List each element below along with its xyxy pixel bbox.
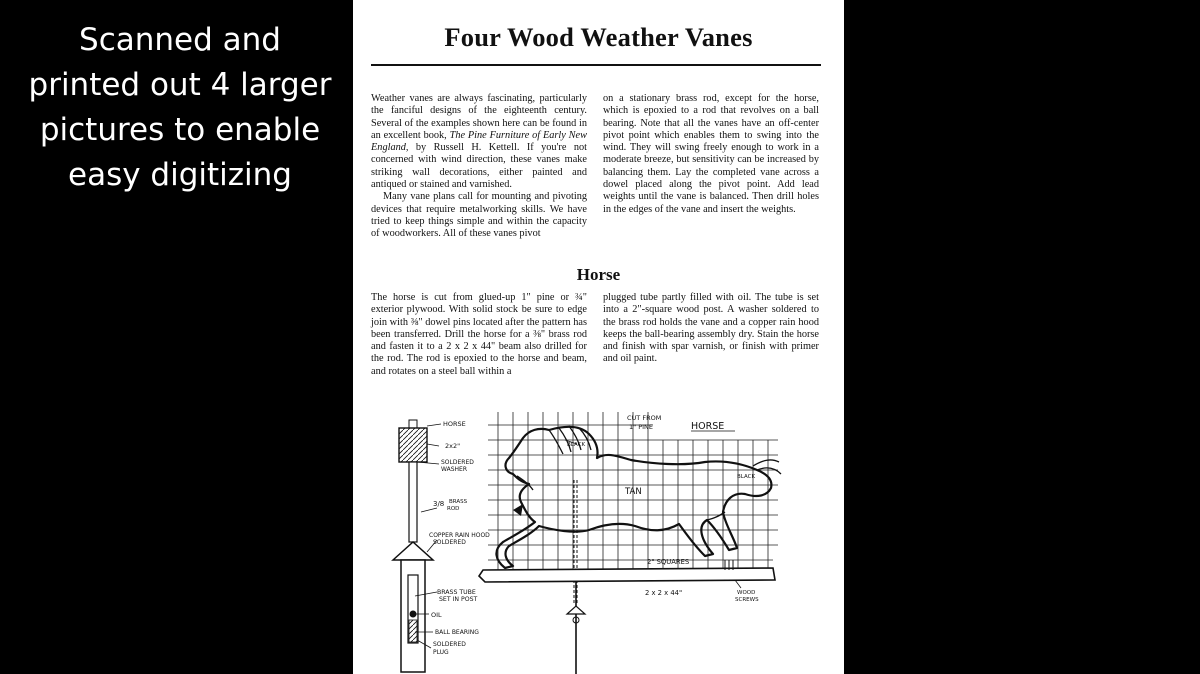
- label-horse-small: HORSE: [443, 420, 466, 428]
- label-tan: TAN: [625, 487, 642, 497]
- label-cut-from-2: 1" PINE: [629, 423, 653, 431]
- label-black-mane: BLACK: [567, 442, 586, 448]
- intro-column-2: [603, 93, 819, 216]
- scanned-page: [353, 0, 844, 674]
- horse-column-2: [603, 292, 819, 366]
- label-screws-2: SCREWS: [735, 597, 759, 603]
- intro-text: by Russell H. Kettell. If you're not concerned with wind direction, these vanes make striking wall decorations, either painted and antiqued or stained and varnished.: [371, 142, 587, 191]
- caption-line: printed out 4 larger: [28, 67, 332, 103]
- label-brass-tube-1: BRASS TUBE: [437, 589, 476, 596]
- label-beam: 2 x 2 x 44": [645, 589, 683, 597]
- label-ball-bearing: BALL BEARING: [435, 629, 479, 636]
- label-rain-hood-1: COPPER RAIN HOOD: [429, 532, 490, 539]
- label-brass-rod-1: BRASS: [449, 499, 468, 505]
- label-washer-2: WASHER: [441, 466, 467, 473]
- horse-plan-drawing: [353, 400, 844, 674]
- label-brass-rod-2: ROD: [447, 506, 460, 512]
- caption-line: easy digitizing: [68, 157, 292, 193]
- horse-paragraph-2: plugged tube partly filled with oil. The tube is set into a 2"-square wood post. A washer soldered to the brass rod holds the vane and a copper rain hood keeps the ball-bearing assembly dry. Stain the horse and finish with spar varnish, or finish with primer and oil paint.: [603, 292, 819, 365]
- caption-line: pictures to enable: [39, 112, 321, 148]
- label-screws-1: WOOD: [737, 590, 756, 596]
- post-assembly: [393, 420, 433, 672]
- intro-paragraph-1: [371, 93, 587, 191]
- label-black-tail: BLACK: [737, 474, 756, 480]
- book-title: The Pine Furniture of Early New England,: [371, 129, 587, 154]
- horse-tail: [753, 460, 781, 474]
- label-plug-1: SOLDERED: [433, 641, 466, 648]
- horse-column-1: [371, 292, 587, 378]
- label-oil: OIL: [431, 611, 442, 619]
- intro-column-1: [371, 93, 587, 241]
- intro-text: Weather vanes are always fascinating, particularly the fanciful designs of the eighteenth century. Several of the examples shown here can be found in an excellent book,: [371, 93, 587, 141]
- horse-outline: [496, 427, 771, 568]
- page-title: Four Wood Weather Vanes: [444, 22, 753, 52]
- intro-paragraph-2: Many vane plans call for mounting and pivoting devices that require metalworking skills. We have tried to keep things simple and within the capacity of woodworkers. All of these vanes pivot: [371, 191, 587, 240]
- horse-paragraph-1: The horse is cut from glued-up 1" pine or ¾" exterior plywood. With solid stock be sure to edge join with ⅜" dowel pins located after the pattern has been transferred. Drill the horse for a ⅜" brass rod and fasten it to a 2 x 2 x 44" beam also drilled for the rod. The rod is epoxied to the horse and beam, and rotates on a steel ball within a: [371, 292, 587, 377]
- label-brass-tube-2: SET IN POST: [439, 596, 478, 603]
- label-squares: 2" SQUARES: [647, 558, 690, 566]
- label-horse-title: HORSE: [691, 421, 725, 432]
- label-washer-1: SOLDERED: [441, 459, 474, 466]
- slide-caption: [10, 18, 350, 198]
- title-rule: [371, 64, 821, 66]
- label-rain-hood-2: SOLDERED: [433, 539, 466, 546]
- intro-paragraph-3: on a stationary brass rod, except for the horse, which is epoxied to a rod that revolves on a ball bearing. Note that all the vanes have an off-center pivot point which enables them to swing into the wind. They will swing freely enough to work in a moderate breeze, but sensitivity can be increased by balancing them. Lay the completed vane across a dowel placed along the pivot point. Add lead weights until the vane is balanced. Then drill holes in the edges of the vane and insert the weights.: [603, 93, 819, 215]
- caption-line: Scanned and: [79, 22, 281, 58]
- beam: [479, 568, 775, 582]
- label-post-size: 2x2": [445, 442, 461, 450]
- label-rod-frac: 3/8: [433, 500, 445, 508]
- label-cut-from-1: CUT FROM: [627, 414, 662, 422]
- section-title-horse: Horse: [576, 265, 621, 284]
- label-plug-2: PLUG: [433, 649, 449, 656]
